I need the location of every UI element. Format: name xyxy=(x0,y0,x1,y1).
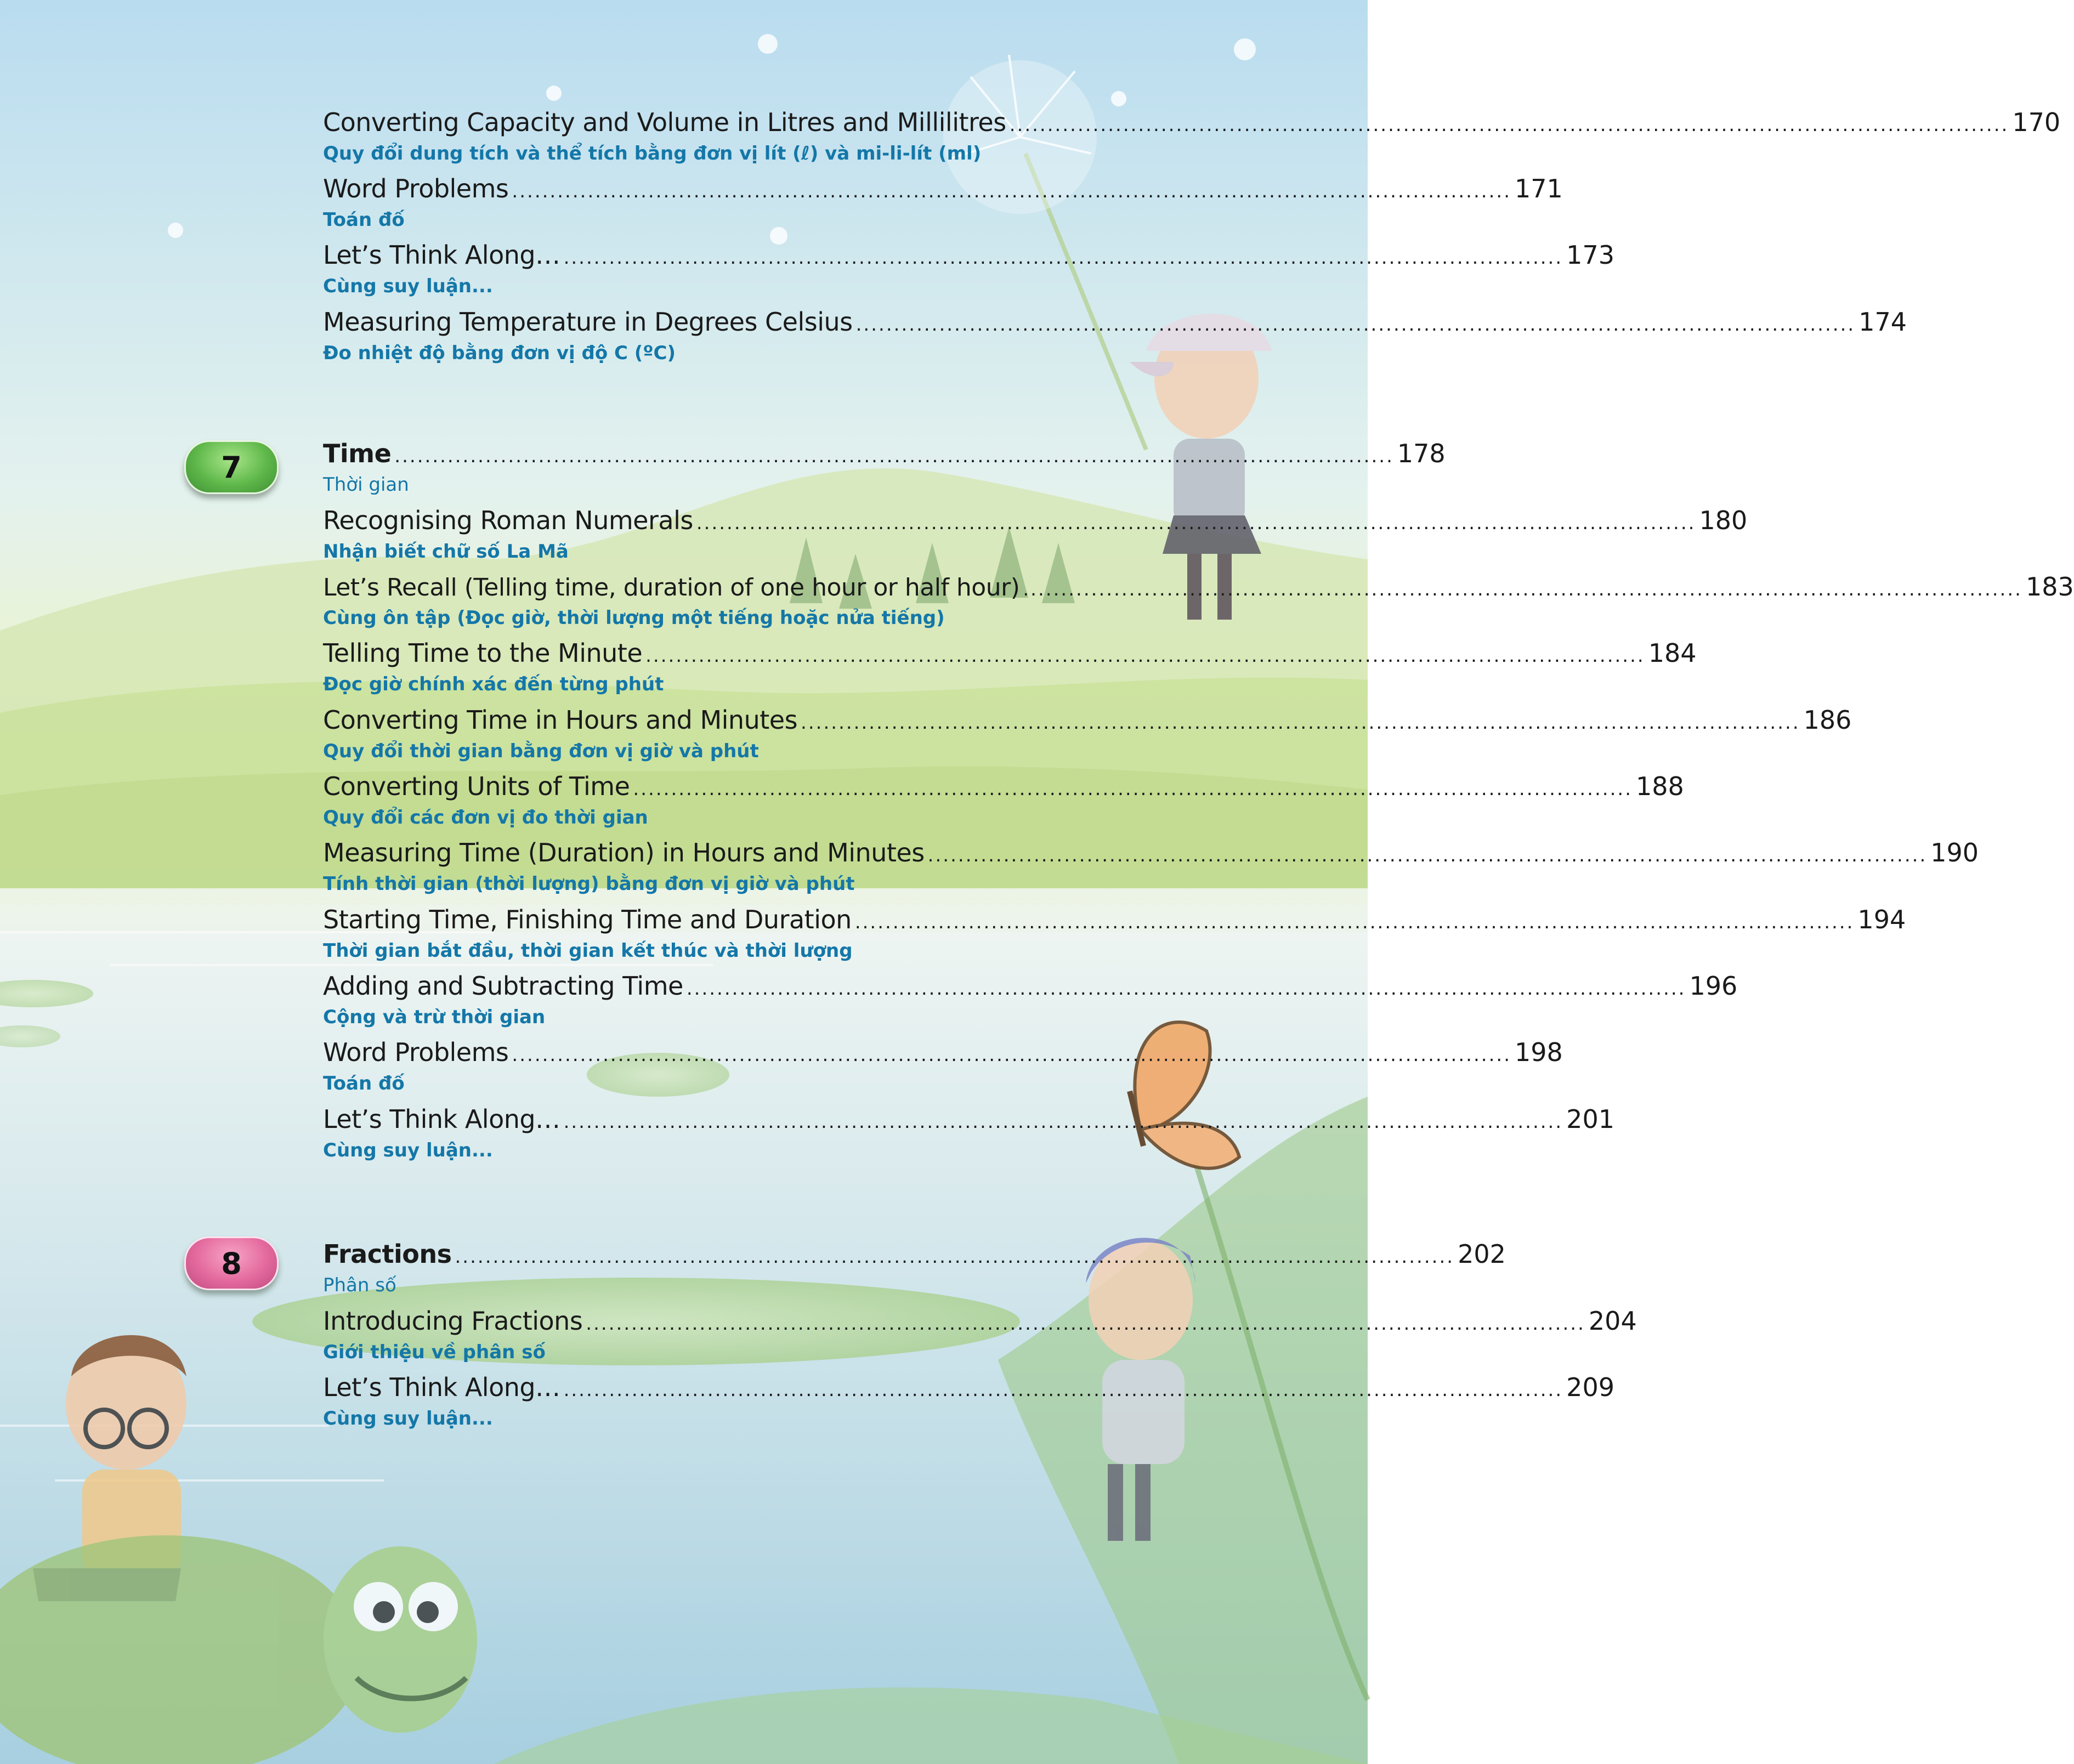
entry-page-number: 194 xyxy=(1857,905,1906,934)
dot-leader: .................................................................................................................................... xyxy=(512,180,1511,202)
toc-entry xyxy=(323,506,1748,566)
toc-entry xyxy=(323,107,2061,168)
chapter-number: 7 xyxy=(221,450,242,485)
dot-leader: .................................................................................................................................... xyxy=(854,911,1855,933)
entry-page-number: 171 xyxy=(1515,174,1563,203)
toc-entry xyxy=(323,1306,1637,1366)
entry-subtitle: Cùng suy luận... xyxy=(323,275,493,297)
toc-entry xyxy=(323,838,1979,898)
entry-subtitle: Thời gian bắt đầu, thời gian kết thúc và thời lượng xyxy=(323,940,853,962)
entry-title: Measuring Time (Duration) in Hours and Minutes xyxy=(323,838,925,867)
entry-title: Time xyxy=(323,439,392,468)
entry-title: Let’s Think Along… xyxy=(323,1372,560,1402)
entry-title: Fractions xyxy=(323,1239,452,1269)
entry-subtitle: Quy đổi các đơn vị đo thời gian xyxy=(323,807,648,829)
entry-subtitle: Thời gian xyxy=(323,474,409,496)
entry-page-number: 184 xyxy=(1648,638,1697,668)
toc-entry xyxy=(323,240,1614,300)
entry-page-number: 186 xyxy=(1803,705,1852,735)
entry-page-number: 173 xyxy=(1566,240,1614,270)
toc-entry xyxy=(323,1104,1614,1165)
dot-leader: .................................................................................................................................... xyxy=(512,1044,1511,1066)
dot-leader: .................................................................................................................................... xyxy=(394,445,1394,467)
entry-page-number: 178 xyxy=(1397,439,1446,468)
entry-subtitle: Cùng suy luận... xyxy=(323,1408,493,1430)
dot-leader: .................................................................................................................................... xyxy=(1009,114,2009,136)
entry-title: Let’s Recall (Telling time, duration of one hour or half hour) xyxy=(323,574,1020,602)
dot-leader: .................................................................................................................................... xyxy=(563,1111,1563,1133)
entry-subtitle: Đo nhiệt độ bằng đơn vị độ C (ºC) xyxy=(323,342,676,364)
dot-leader: .................................................................................................................................... xyxy=(563,247,1563,269)
toc-entry xyxy=(323,174,1563,234)
toc-entry xyxy=(323,772,1684,832)
entry-subtitle: Đọc giờ chính xác đến từng phút xyxy=(323,673,664,695)
entry-page-number: 190 xyxy=(1930,838,1979,867)
entry-title: Telling Time to the Minute xyxy=(323,638,643,668)
entry-page-number: 202 xyxy=(1458,1239,1506,1269)
dot-leader: .................................................................................................................................... xyxy=(855,314,1856,336)
entry-title: Let’s Think Along… xyxy=(323,1104,560,1134)
dot-leader: .................................................................................................................................... xyxy=(696,512,1696,534)
entry-subtitle: Quy đổi dung tích và thể tích bằng đơn vị lít (ℓ) và mi-li-lít (ml) xyxy=(323,143,982,165)
toc-entry xyxy=(323,1037,1563,1098)
entry-title: Introducing Fractions xyxy=(323,1306,583,1336)
entry-title: Adding and Subtracting Time xyxy=(323,971,683,1001)
entry-page-number: 209 xyxy=(1566,1372,1614,1402)
entry-page-number: 188 xyxy=(1636,772,1684,801)
entry-subtitle: Cộng và trừ thời gian xyxy=(323,1006,546,1028)
toc-entry xyxy=(323,905,1906,965)
entry-page-number: 170 xyxy=(2012,107,2061,137)
entry-subtitle: Phân số xyxy=(323,1274,396,1296)
chapter-badge-8 xyxy=(184,1236,279,1290)
toc-entry xyxy=(323,307,1907,367)
entry-subtitle: Nhận biết chữ số La Mã xyxy=(323,541,569,563)
entry-title: Measuring Temperature in Degrees Celsius xyxy=(323,307,853,337)
entry-title: Converting Capacity and Volume in Litres and Millilitres xyxy=(323,107,1006,137)
dot-leader: .................................................................................................................................... xyxy=(586,1313,1585,1335)
entry-title: Recognising Roman Numerals xyxy=(323,506,693,535)
entry-page-number: 174 xyxy=(1858,307,1907,337)
entry-title: Converting Units of Time xyxy=(323,772,630,801)
entry-page-number: 196 xyxy=(1689,971,1738,1001)
entry-page-number: 204 xyxy=(1588,1306,1637,1336)
entry-subtitle: Giới thiệu về phân số xyxy=(323,1341,546,1363)
dot-leader: .................................................................................................................................... xyxy=(563,1379,1563,1401)
entry-title: Converting Time in Hours and Minutes xyxy=(323,705,798,735)
entry-title: Word Problems xyxy=(323,174,509,203)
dot-leader: .................................................................................................................................... xyxy=(455,1246,1455,1268)
entry-subtitle: Toán đố xyxy=(323,209,405,231)
toc-entry xyxy=(323,572,2074,632)
entry-title: Word Problems xyxy=(323,1037,509,1067)
chapter-badge-7 xyxy=(184,440,279,494)
entry-page-number: 180 xyxy=(1699,506,1748,535)
chapter-number: 8 xyxy=(221,1246,242,1281)
entry-title: Starting Time, Finishing Time and Duration xyxy=(323,905,852,934)
entry-subtitle: Cùng suy luận... xyxy=(323,1139,493,1161)
dot-leader: .................................................................................................................................... xyxy=(1023,578,2022,600)
toc-entry xyxy=(323,971,1738,1031)
entry-subtitle: Toán đố xyxy=(323,1073,405,1094)
dot-leader: .................................................................................................................................... xyxy=(633,778,1633,800)
toc-entry xyxy=(323,439,1446,499)
dot-leader: .................................................................................................................................... xyxy=(686,978,1686,1000)
entry-page-number: 201 xyxy=(1566,1104,1614,1134)
entry-subtitle: Tính thời gian (thời lượng) bằng đơn vị giờ và phút xyxy=(323,873,855,895)
toc-entry xyxy=(323,705,1852,765)
entry-subtitle: Cùng ôn tập (Đọc giờ, thời lượng một tiếng hoặc nửa tiếng) xyxy=(323,607,945,629)
entry-page-number: 198 xyxy=(1515,1037,1563,1067)
entry-subtitle: Quy đổi thời gian bằng đơn vị giờ và phút xyxy=(323,740,759,762)
toc-entry xyxy=(323,1372,1614,1433)
toc-entry xyxy=(323,1239,1506,1300)
dot-leader: .................................................................................................................................... xyxy=(801,712,1800,734)
entry-page-number: 183 xyxy=(2025,572,2074,602)
entry-title: Let’s Think Along… xyxy=(323,240,560,270)
dot-leader: .................................................................................................................................... xyxy=(927,844,1928,866)
toc-entry xyxy=(323,638,1697,699)
dot-leader: .................................................................................................................................... xyxy=(645,645,1645,667)
